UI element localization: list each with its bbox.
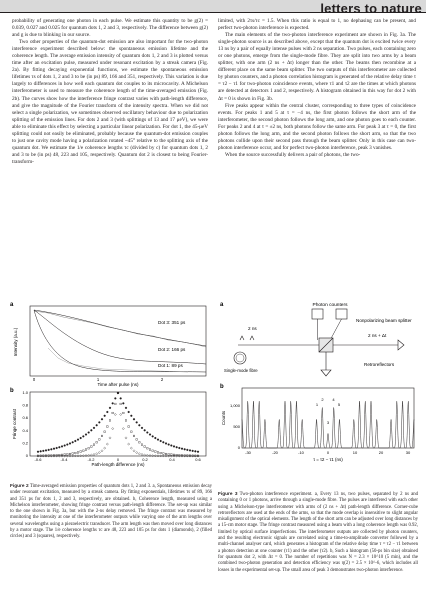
data-marker-circle bbox=[37, 451, 39, 453]
photon-counters-label: Photon counters bbox=[312, 303, 348, 308]
data-marker-square bbox=[96, 441, 98, 443]
figure-3-caption-text: Two-photon interference experiment. a, Every 13 ns, two pulses, separated by 2 ns and containing 0 or 1 photons, arrive through a single-mode fibre. The pulses are interfered with each other using a Michelson-type interferometer with arms of (2 ns + Δt) path-length difference. Corner-cube retroreflectors are used at the ends of the arms, so that the mode overlap is insensitive to slight angular misalignment of the optical elements. The length of the short arm can be adjusted over long distances by a 15-cm motor stage. The fringe contrast measured using a beam with a long coherence length was 0.92, limited by optical surface imperfections. The interferometer outputs are collected by photon counters, and the resulting electronic signals are correlated using a time-to-amplitude converter followed by a multi-channel analyser card, which generates a histogram of the relative delay time τ = τ2 − τ1 between a photon detection at one counter (τ1) and the other (τ2). b, Such a histogram (50-ps bin size) obtained for quantum dot 2, with Δt = 0. The number of repetitions was N = 2.3 × 10^10 (5 min), and the combined two-photon generation and detection efficiency was η(2) = 2.5 × 10^-6, which includes all losses in the experimental set-up. The small area of peak 3 demonstrates two-photon interference. bbox=[218, 492, 418, 573]
data-marker-square bbox=[88, 447, 90, 449]
data-marker-square bbox=[139, 441, 141, 443]
data-marker-square bbox=[72, 453, 74, 455]
panel-a-xtick: 2 bbox=[160, 377, 164, 382]
panel-a-label: a bbox=[220, 302, 224, 308]
data-marker-circle bbox=[136, 421, 138, 423]
panel-b-ytick: 0.2 bbox=[22, 440, 28, 446]
data-marker-diamond bbox=[136, 451, 138, 453]
panel-b-xtick: -0.6 bbox=[34, 457, 42, 462]
retroreflector-long-icon bbox=[398, 340, 404, 350]
panel-b-xtick: -10 bbox=[298, 450, 304, 455]
figure-2-caption-title: Figure 2 bbox=[10, 484, 29, 489]
data-marker-diamond bbox=[128, 443, 130, 445]
data-marker-square bbox=[160, 452, 162, 454]
data-marker-square bbox=[69, 453, 71, 455]
data-marker-circle bbox=[56, 447, 58, 449]
data-marker-square bbox=[99, 439, 101, 441]
paragraph: probability of generating one photon in each pulse. We estimate this quantity to be g(2) = 0.039, 0.027 and 0.025 for quantum dots 1, 2 and 3, respectively. The difference between g(2) and g is due to blinking in our source. bbox=[12, 18, 208, 39]
data-marker-circle bbox=[69, 443, 71, 445]
data-marker-square bbox=[85, 449, 87, 451]
data-marker-square bbox=[128, 426, 130, 428]
data-marker-circle bbox=[98, 421, 100, 423]
curve-label-dot1: Dot 1: 89 ps bbox=[158, 363, 183, 368]
data-marker-diamond bbox=[112, 428, 114, 430]
data-marker-square bbox=[133, 435, 135, 437]
data-marker-square bbox=[75, 452, 77, 454]
paragraph: Two other properties of the quantum-dot emission are also important for the two-photon interference experiment described below: the spontaneous emission lifetime and the coherence length. The average emission intensity of quantum dots 1, 2 and 3 is plotted versus time after an excitation pulse, measured under resonant excitation by a streak camera (Fig. 2a). By fitting decaying exponential functions, we estimate the spontaneous emission lifetimes τs of dots 1, 2 and 3 to be (in ps) 89, 166 and 351, respectively. This variation is due largely to differences in how well each quantum dot couples to its microcavity. A Michelson interferometer is used to measure the coherence length of the time-averaged emission (Fig. 2b). The curves show how the interference fringe contrast varies with path-length difference, and give the magnitude of the Fourier transform of the intensity spectra. When we did not select a single polarization, we sometimes observed oscillatory behaviour due to polarization splitting of the emission lines. For dots 2 and 3 (with splittings of 13 and 17 μeV), we were able to eliminate this effect by selecting a particular linear polarization. For dot 1, the 45-μeV splitting could not easily be eliminated, probably because the quantum-dot emission couples to just one cavity mode having a polarization rotated ~45° relative to the splitting axis of the quantum dot. We estimate the 1/e coherence lengths τc (divided by c) for quantum dots 1, 2 and 3 to be (in ps) 48, 223 and 105, respectively. Quantum dot 2 is closest to being Fourier-transform- bbox=[12, 39, 208, 165]
input-pulses-icon bbox=[240, 336, 254, 340]
journal-section-title: letters to nature bbox=[320, 1, 422, 16]
data-marker-circle bbox=[194, 450, 196, 452]
data-marker-circle bbox=[72, 441, 74, 443]
peak-label: 1 bbox=[315, 402, 319, 407]
panel-b-label: b bbox=[220, 384, 224, 390]
data-marker-square bbox=[109, 420, 111, 422]
panel-b-xtick: 0.2 bbox=[142, 457, 148, 462]
panel-b-xtick: -30 bbox=[245, 450, 251, 455]
peak-label: 2 bbox=[321, 397, 324, 402]
data-marker-square bbox=[101, 435, 103, 437]
data-marker-circle bbox=[146, 432, 148, 434]
data-marker-circle bbox=[48, 449, 50, 451]
panel-b-xticks bbox=[245, 450, 411, 455]
panel-b-xtick: 0 bbox=[326, 450, 330, 455]
panel-b-xtick: 30 bbox=[405, 450, 411, 455]
data-marker-circle bbox=[114, 398, 116, 400]
data-marker-circle bbox=[101, 418, 103, 420]
data-marker-circle bbox=[170, 445, 172, 447]
panel-b-xtick: -0.2 bbox=[87, 457, 95, 462]
data-marker-square bbox=[64, 454, 66, 456]
data-marker-square bbox=[152, 450, 154, 452]
data-marker-diamond bbox=[130, 447, 132, 449]
data-marker-circle bbox=[154, 437, 156, 439]
data-marker-square bbox=[131, 431, 133, 433]
data-marker-diamond bbox=[138, 453, 140, 455]
data-marker-square bbox=[144, 446, 146, 448]
panel-b-xtick: 0.4 bbox=[169, 457, 175, 462]
data-marker-square bbox=[80, 451, 82, 453]
fibre-label: Single-mode fibre bbox=[224, 368, 258, 373]
panel-b-ytick: 0.6 bbox=[22, 415, 28, 421]
data-marker-circle bbox=[160, 440, 162, 442]
figure-3-graphic bbox=[218, 300, 420, 480]
panel-b-ytick: 1.0 bbox=[22, 390, 28, 395]
data-marker-circle bbox=[138, 424, 140, 426]
data-marker-square bbox=[149, 449, 151, 451]
data-marker-circle bbox=[93, 427, 95, 429]
figure-3-caption bbox=[218, 492, 418, 574]
coherence-data-markers bbox=[37, 392, 199, 457]
data-marker-circle bbox=[144, 429, 146, 431]
data-marker-circle bbox=[149, 434, 151, 436]
data-marker-circle bbox=[112, 402, 114, 404]
peak-labels bbox=[316, 397, 341, 425]
data-marker-circle bbox=[109, 407, 111, 409]
data-marker-square bbox=[136, 439, 138, 441]
data-marker-square bbox=[112, 412, 114, 414]
data-marker-circle bbox=[122, 402, 124, 404]
data-marker-diamond bbox=[109, 437, 111, 439]
data-marker-circle bbox=[125, 407, 127, 409]
paragraph: The main elements of the two-photon interference experiment are shown in Fig. 3a. The single-photon source is as described above, except that the quantum dot is excited twice every 13 ns by a pair of equally intense pulses with 2 ns separation. Two pulses, each containing zero or one photons, emerge from the single-mode fibre. They are split into two arms by a beam splitter, with one arm (2 ns + Δt) longer than the other. The beams then recombine at a different place on the same beam splitter. The two outputs of this interferometer are collected by photon counters, and a photon correlation histogram is generated of the relative delay time τ = τ2 − τ1 for two-photon coincidence events, where τ1 and τ2 are the times at which photons are detected at detectors 1 and 2, respectively. A histogram obtained in this way for dot 2 with Δt = 0 is shown in Fig. 3b. bbox=[218, 32, 416, 102]
data-marker-circle bbox=[53, 448, 55, 450]
data-marker-square bbox=[147, 447, 149, 449]
panel-b-xlabel: τ = τ2 − τ1 (ns) bbox=[313, 457, 343, 462]
data-marker-circle bbox=[50, 448, 52, 450]
data-marker-circle bbox=[96, 424, 98, 426]
data-marker-square bbox=[155, 451, 157, 453]
data-marker-square bbox=[165, 453, 167, 455]
panel-a-xlabel: Time after pulse (ns) bbox=[97, 382, 139, 387]
peak-label: 4 bbox=[332, 397, 335, 402]
curve-label-dot3: Dot 3: 351 ps bbox=[158, 320, 186, 325]
data-marker-diamond bbox=[104, 447, 106, 449]
data-marker-square bbox=[104, 431, 106, 433]
panel-b-frame bbox=[30, 392, 206, 456]
data-marker-circle bbox=[120, 398, 122, 400]
panel-b-ylabel: Fringe contrast bbox=[12, 408, 17, 440]
decay-curve-dot3-noise bbox=[34, 311, 206, 347]
panel-b-yticks bbox=[22, 390, 28, 458]
figure-2-caption-text: Time-averaged emission properties of quantum dots 1, 2 and 3. a, Spontaneous emission decay under resonant excitation, measured by a streak camera. By fitting exponentials, lifetimes τs of 89, 166 and 351 ps for dots 1, 2 and 3, respectively, are obtained. b, Coherence length, measured using a Michelson interferometer, showing fringe contrast versus path-length difference. The set-up was similar to the one shown in Fig. 3a, but with the 2-ns delay removed. The fringe contrast was measured by monitoring the intensity at one of the interferometer outputs while varying one of the arm lengths over several wavelengths using a piezoelectric transducer. The arm length was then moved over long distances by a motor stage. The 1/e coherence lengths τc are 48, 223 and 105 ps for dots 1 (diamonds), 2 (filled circles) and 3 (squares), respectively. bbox=[10, 484, 212, 540]
panel-b-xtick: 0 bbox=[116, 457, 120, 462]
data-marker-circle bbox=[85, 434, 87, 436]
panel-b-ytick: 1,000 bbox=[229, 403, 240, 408]
data-marker-circle bbox=[176, 446, 178, 448]
data-marker-circle bbox=[168, 444, 170, 446]
peak-label: 3 bbox=[326, 420, 330, 425]
data-marker-diamond bbox=[96, 453, 98, 455]
panel-b-ytick: 0 bbox=[25, 453, 28, 458]
peak-label: 5 bbox=[337, 402, 341, 407]
data-marker-circle bbox=[189, 450, 191, 452]
data-marker-circle bbox=[61, 446, 63, 448]
figure-2-graphic bbox=[8, 300, 213, 468]
panel-b-ytick: 0 bbox=[237, 445, 240, 450]
panel-a-xtick: 0 bbox=[32, 377, 36, 382]
panel-b-yticks bbox=[230, 403, 241, 450]
data-marker-square bbox=[115, 403, 117, 405]
data-marker-diamond bbox=[101, 450, 103, 452]
panel-a-label: a bbox=[10, 302, 14, 308]
data-marker-circle bbox=[45, 450, 47, 452]
data-marker-circle bbox=[58, 446, 60, 448]
panel-b-xlabel: Path-length difference (ns) bbox=[91, 462, 145, 467]
delay-2ns-label: 2 ns bbox=[248, 326, 257, 331]
panel-a-xtick: 1 bbox=[96, 377, 100, 382]
panel-b-xtick: 0.6 bbox=[195, 457, 201, 462]
data-marker-circle bbox=[90, 429, 92, 431]
data-marker-circle bbox=[133, 418, 135, 420]
data-marker-circle bbox=[186, 449, 188, 451]
beam-splitter-label: Nonpolarizing beam splitter bbox=[356, 318, 412, 323]
data-marker-circle bbox=[181, 448, 183, 450]
panel-b-ytick: 500 bbox=[233, 424, 240, 429]
panel-b-ylabel: Counts bbox=[221, 410, 226, 426]
data-marker-diamond bbox=[122, 428, 124, 430]
data-marker-circle bbox=[184, 448, 186, 450]
panel-b-xtick: -20 bbox=[272, 450, 278, 455]
data-marker-square bbox=[157, 452, 159, 454]
retroreflector-short-icon bbox=[321, 370, 331, 376]
fibre-coil-inner bbox=[236, 354, 244, 362]
data-marker-circle bbox=[197, 451, 199, 453]
figure-3 bbox=[218, 300, 420, 480]
data-marker-square bbox=[83, 450, 85, 452]
long-arm-label: 2 ns + Δt bbox=[368, 333, 387, 338]
data-marker-square bbox=[93, 444, 95, 446]
figure-3-caption-title: Figure 3 bbox=[218, 492, 238, 497]
data-marker-circle bbox=[64, 445, 66, 447]
paragraph: When the source successfully delivers a pair of photons, the two- bbox=[225, 151, 361, 158]
panel-b-ytick: 0.8 bbox=[22, 402, 28, 408]
data-marker-square bbox=[171, 454, 173, 456]
data-marker-square bbox=[123, 412, 125, 414]
data-marker-circle bbox=[162, 441, 164, 443]
data-marker-circle bbox=[157, 439, 159, 441]
photon-counter-2-icon bbox=[336, 309, 347, 319]
data-marker-circle bbox=[141, 427, 143, 429]
text-column-right bbox=[218, 18, 416, 159]
data-marker-circle bbox=[165, 443, 167, 445]
figure-2-caption bbox=[10, 484, 212, 541]
figure-2 bbox=[8, 300, 213, 468]
data-marker-circle bbox=[66, 444, 68, 446]
data-marker-diamond bbox=[98, 451, 100, 453]
panel-b-xtick: 20 bbox=[378, 450, 384, 455]
data-marker-square bbox=[125, 420, 127, 422]
data-marker-circle bbox=[106, 411, 108, 413]
data-marker-diamond bbox=[114, 413, 116, 415]
data-marker-circle bbox=[77, 439, 79, 441]
panel-b-xtick: -0.4 bbox=[60, 457, 68, 462]
data-marker-circle bbox=[130, 415, 132, 417]
paragraph: Five peaks appear within the central cluster, corresponding to three types of coincidence events. For peaks 1 and 5 at τ = −4 ns, the first photon follows the short arm of the interferometer, the second photon follows the long arm, and one photon goes to each counter. For peaks 2 and 4 at τ = ±2 ns, both photons follow the same arm. For peak 3 at τ = 0, the first photon follows the long arm, and the second photon follows the short arm, so that the two photons collide upon their second pass through the beam splitter. Only in this case can two-photon interference occur, and for perfect two-photon interference, peak 3 vanishes. bbox=[218, 102, 416, 151]
photon-counter-1-icon bbox=[312, 309, 323, 319]
panel-a-ylabel: Intensity (a.u.) bbox=[13, 327, 18, 357]
panel-b-frame bbox=[242, 388, 414, 448]
panel-b-ytick: 0.4 bbox=[22, 427, 28, 433]
data-marker-circle bbox=[178, 447, 180, 449]
text-column-left bbox=[12, 18, 208, 166]
panel-b-xtick: 10 bbox=[352, 450, 358, 455]
curve-label-dot2: Dot 2: 166 ps bbox=[158, 347, 186, 352]
data-marker-diamond bbox=[141, 453, 143, 455]
data-marker-diamond bbox=[149, 454, 151, 456]
data-marker-square bbox=[163, 453, 165, 455]
data-marker-circle bbox=[152, 435, 154, 437]
data-marker-square bbox=[120, 403, 122, 405]
retroreflectors-label: Retroreflectors bbox=[364, 362, 395, 367]
panel-b-label: b bbox=[10, 388, 14, 394]
data-marker-square bbox=[77, 452, 79, 454]
data-marker-diamond bbox=[93, 453, 95, 455]
data-marker-diamond bbox=[120, 413, 122, 415]
decay-curve-dot3 bbox=[34, 310, 206, 346]
panel-b-xticks bbox=[35, 457, 202, 462]
data-marker-square bbox=[141, 444, 143, 446]
data-marker-square bbox=[91, 446, 93, 448]
data-marker-circle bbox=[128, 411, 130, 413]
data-marker-circle bbox=[80, 437, 82, 439]
data-marker-circle bbox=[74, 440, 76, 442]
paragraph: limited, with 2τs/τc = 1.5. When this ratio is equal to 1, no dephasing can be present, and perfect two-photon interference is expected. bbox=[218, 18, 416, 32]
data-marker-square bbox=[107, 426, 109, 428]
data-marker-circle bbox=[173, 446, 175, 448]
data-marker-circle bbox=[82, 435, 84, 437]
data-marker-diamond bbox=[125, 437, 127, 439]
data-marker-diamond bbox=[133, 450, 135, 452]
data-marker-diamond bbox=[106, 443, 108, 445]
data-marker-circle bbox=[192, 450, 194, 452]
data-marker-circle bbox=[104, 415, 106, 417]
data-marker-circle bbox=[40, 450, 42, 452]
data-marker-circle bbox=[88, 432, 90, 434]
data-marker-circle bbox=[42, 450, 44, 452]
